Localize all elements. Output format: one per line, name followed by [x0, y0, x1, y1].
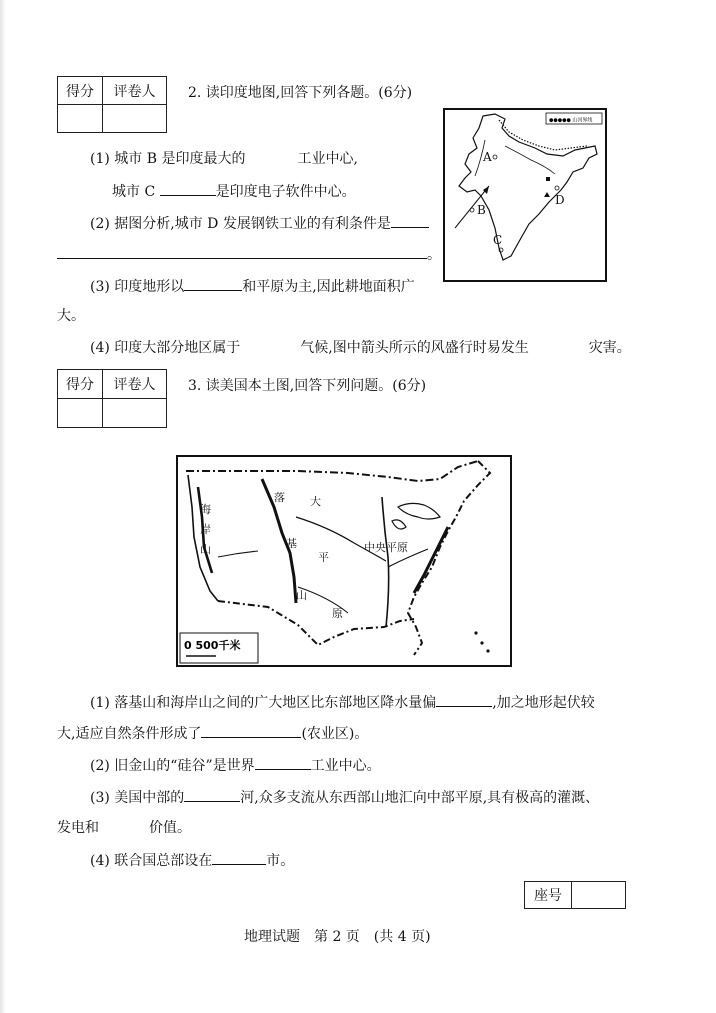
- q2-title: 2. 读印度地图,回答下列各题。(6分): [188, 85, 413, 101]
- answer-blank-city-c[interactable]: [160, 181, 216, 196]
- label-coast-2: 岸: [200, 523, 211, 536]
- city-a-label: A: [483, 150, 492, 164]
- answer-blank-city[interactable]: [212, 850, 266, 865]
- island-dot: [480, 641, 483, 644]
- answer-blank-agri[interactable]: [201, 723, 301, 738]
- score-label: 得分: [58, 77, 103, 105]
- q3-line4: (3) 美国中部的 河,众多支流从东西部山地汇向中部平原,具有极高的灌溉、: [90, 787, 599, 807]
- east-coast: [408, 461, 490, 655]
- grader-cell[interactable]: [103, 105, 167, 133]
- q2-line4: 。: [57, 244, 441, 264]
- india-map: [443, 108, 607, 282]
- q3-line5: 发电和 价值。: [57, 820, 191, 836]
- coal-symbol: [546, 177, 550, 181]
- northern-border: [186, 461, 478, 481]
- label-rocky-1: 落: [274, 491, 285, 504]
- label-coast-1: 海: [200, 503, 211, 516]
- grader-cell[interactable]: [103, 399, 167, 428]
- q2-line7: (4) 印度大部分地区属于 气候,图中箭头所示的风盛行时易发生 灾害。: [90, 340, 631, 356]
- q2-line6: 大。: [57, 308, 85, 324]
- label-central-plain: 中央平原: [364, 541, 408, 554]
- q3-line3: (2) 旧金山的“硅谷”是世界 工业中心。: [90, 755, 381, 775]
- scale-label: 0 500千米: [184, 639, 241, 652]
- grader-label: 评卷人: [103, 77, 167, 105]
- label-coast-3: 山: [200, 543, 211, 556]
- answer-blank-terrain[interactable]: [184, 276, 242, 291]
- answer-blank-precip[interactable]: [436, 692, 492, 707]
- answer-blank-steel-1[interactable]: [391, 213, 429, 228]
- usa-map-svg: [178, 457, 510, 665]
- seat-label: 座号: [525, 882, 572, 909]
- answer-blank-industry[interactable]: [255, 755, 311, 770]
- india-outline: [459, 114, 597, 260]
- q3-title: 3. 读美国本土图,回答下列问题。(6分): [188, 378, 427, 394]
- label-rocky-3: 山: [296, 589, 307, 602]
- score-cell[interactable]: [58, 105, 103, 133]
- seat-number-cell[interactable]: [572, 882, 626, 909]
- score-box-q3: [57, 369, 167, 428]
- answer-blank-river[interactable]: [184, 787, 240, 802]
- q3-line6: (4) 联合国总部设在 市。: [90, 850, 294, 870]
- seat-number-box: [524, 881, 626, 909]
- score-label: 得分: [58, 370, 103, 399]
- label-plain-3: 原: [332, 607, 343, 620]
- missouri-river: [296, 517, 386, 561]
- q2-line2: 城市 C 是印度电子软件中心。: [112, 181, 356, 201]
- india-map-svg: [445, 110, 605, 280]
- score-cell[interactable]: [58, 399, 103, 428]
- great-lakes: [398, 503, 440, 519]
- western-river: [218, 551, 258, 557]
- island-dot: [486, 649, 489, 652]
- score-box-q2: [57, 76, 167, 133]
- page-edge-shadow: [0, 0, 6, 1013]
- mississippi-river: [382, 497, 389, 627]
- ganges-river: [505, 146, 555, 174]
- answer-blank-steel-2[interactable]: [57, 244, 427, 259]
- usa-map: [176, 455, 512, 667]
- legend-text: ●●●●● 山河界线: [549, 117, 593, 124]
- mountain-boundary: [499, 120, 587, 150]
- q3-line2: 大,适应自然条件形成了 (农业区)。: [57, 723, 368, 743]
- city-b-label: B: [477, 203, 486, 217]
- appalachian-mountains: [414, 527, 448, 593]
- island-dot: [474, 631, 477, 634]
- q2-line3: (2) 据图分析,城市 D 发展钢铁工业的有利条件是: [90, 213, 429, 233]
- city-a-marker: [493, 155, 497, 159]
- city-c-label: C: [493, 233, 503, 247]
- iron-ore-symbol: [544, 192, 550, 197]
- city-d-label: D: [555, 193, 565, 207]
- label-plain-2: 平: [318, 551, 329, 564]
- city-b-marker: [470, 208, 474, 212]
- city-d-marker: [555, 186, 559, 190]
- q3-line1: (1) 落基山和海岸山之间的广大地区比东部地区降水量偏 ,加之地形起伏较: [90, 692, 595, 712]
- q2-line1: (1) 城市 B 是印度最大的 工业中心,: [90, 151, 358, 167]
- q2-line5: (3) 印度地形以 和平原为主,因此耕地面积广: [90, 276, 415, 296]
- page-footer: 地理试题 第 2 页 (共 4 页): [244, 929, 431, 945]
- grader-label: 评卷人: [103, 370, 167, 399]
- label-plain-1: 大: [310, 495, 321, 508]
- lake-michigan: [392, 520, 406, 529]
- label-rocky-2: 基: [286, 537, 297, 550]
